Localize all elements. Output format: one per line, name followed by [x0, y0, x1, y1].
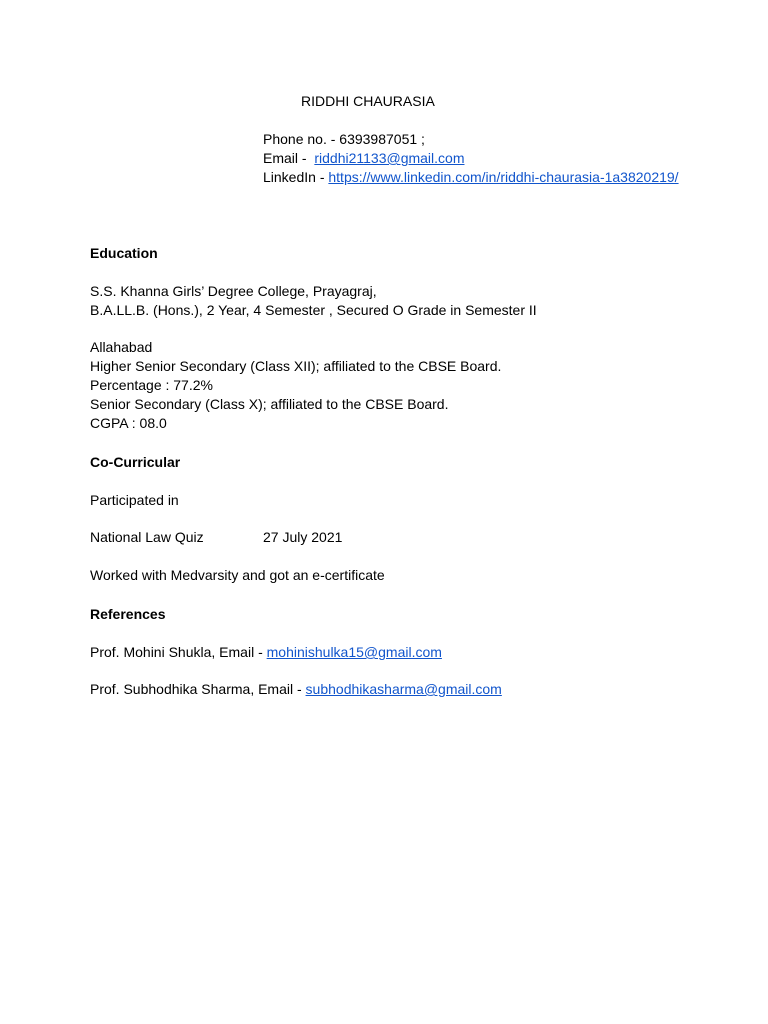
college-line: S.S. Khanna Girls’ Degree College, Prayagraj, — [90, 283, 377, 299]
phone-line — [263, 130, 425, 148]
email-link[interactable]: riddhi21133@gmail.com — [314, 150, 465, 166]
co-curricular-heading: Co-Curricular — [90, 454, 181, 470]
reference-1 — [90, 643, 442, 661]
class-x-line: Senior Secondary (Class X); affiliated to the CBSE Board. — [90, 396, 449, 412]
linkedin-link[interactable]: https://www.linkedin.com/in/riddhi-chaurasia-1a3820219/ — [328, 169, 679, 185]
event-name: National Law Quiz — [90, 529, 204, 545]
degree-line: B.A.LL.B. (Hons.), 2 Year, 4 Semester , Secured O Grade in Semester II — [90, 302, 537, 318]
participated-intro: Participated in — [90, 492, 179, 508]
candidate-name: RIDDHI CHAURASIA — [301, 93, 435, 109]
linkedin-label: LinkedIn - — [263, 169, 329, 185]
reference-2-email-link[interactable]: subhodhikasharma@gmail.com — [305, 681, 502, 697]
event-date: 27 July 2021 — [263, 529, 343, 545]
class-xii-line: Higher Senior Secondary (Class XII); affiliated to the CBSE Board. — [90, 358, 502, 374]
email-label: Email - — [263, 150, 315, 166]
city-line: Allahabad — [90, 339, 153, 355]
class-xii-percentage: Percentage : 77.2% — [90, 377, 213, 393]
phone-label: Phone no. - — [263, 131, 340, 147]
reference-2 — [90, 680, 502, 698]
phone-number: 6393987051 ; — [339, 131, 425, 147]
reference-1-label: Prof. Mohini Shukla, Email - — [90, 644, 267, 660]
reference-1-email-link[interactable]: mohinishulka15@gmail.com — [266, 644, 442, 660]
education-heading: Education — [90, 245, 158, 261]
reference-2-label: Prof. Subhodhika Sharma, Email - — [90, 681, 306, 697]
work-line: Worked with Medvarsity and got an e-certificate — [90, 567, 385, 583]
linkedin-line — [263, 168, 679, 186]
class-x-cgpa: CGPA : 08.0 — [90, 415, 167, 431]
email-line — [263, 149, 464, 167]
references-heading: References — [90, 606, 166, 622]
